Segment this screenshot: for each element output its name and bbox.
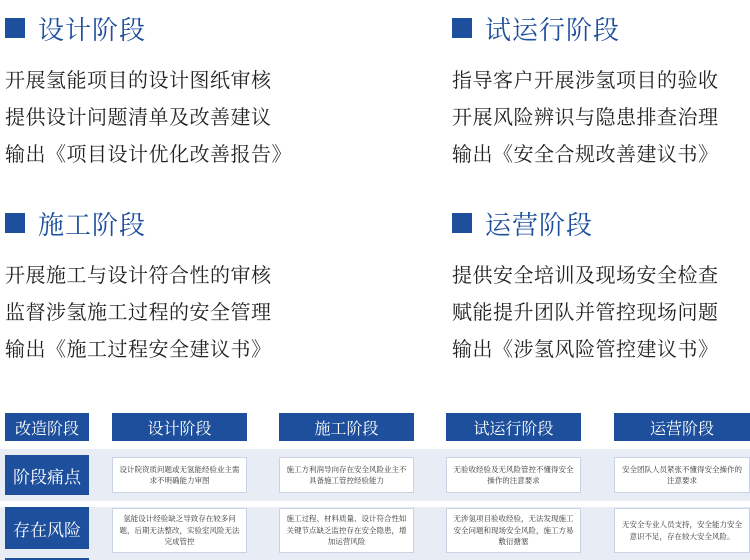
stage-title: 试运行阶段	[485, 15, 621, 46]
table-cell: 施工过程、材料质量、设计符合性如关键节点缺乏监控存在安全隐患，增加运营风险	[279, 508, 414, 553]
stage-line: 输出《安全合规改善建议书》	[452, 142, 719, 166]
stage-line: 赋能提升团队并管控现场问题	[452, 300, 719, 324]
stage-line: 提供安全培训及现场安全检查	[452, 263, 719, 287]
table-header: 施工阶段	[279, 413, 414, 441]
table-cell: 无安全专业人员支持，安全能力安全意识不足，存在较大安全风险。	[614, 508, 750, 553]
stage-line: 输出《涉氢风险管控建议书》	[452, 337, 719, 361]
stage-heading	[5, 8, 292, 48]
table-header: 运营阶段	[614, 413, 750, 441]
stage-line: 指导客户开展涉氢项目的验收	[452, 68, 719, 92]
stage-line: 开展风险辨识与隐患排查治理	[452, 105, 719, 129]
table-header: 设计阶段	[112, 413, 247, 441]
table-cell: 设计院资质问题或无氢能经验业主需求不明确能力审图	[112, 457, 247, 493]
stage-title: 施工阶段	[38, 210, 147, 241]
table-header: 试运行阶段	[446, 413, 581, 441]
stage-design	[5, 8, 292, 173]
stage-line: 监督涉氢施工过程的安全管理	[5, 300, 272, 324]
stage-heading	[452, 203, 719, 243]
stage-title: 运营阶段	[485, 210, 594, 241]
square-bullet-icon	[5, 18, 25, 38]
table-cell: 无涉氢项目验收经验，无法发现施工安全问题和现场安全风险，施工方易敷衍搪塞	[446, 508, 581, 553]
table-cell: 无验收经验及无风险管控不懂得安全操作的注意要求	[446, 457, 581, 493]
stage-operation	[452, 203, 719, 368]
table-cell: 施工方利润导向存在安全风险业主不具备施工管控经验能力	[279, 457, 414, 493]
row-label: 阶段痛点	[5, 455, 89, 495]
stage-line: 开展施工与设计符合性的审核	[5, 263, 272, 287]
stage-construction	[5, 203, 272, 368]
table-header: 改造阶段	[5, 413, 89, 441]
stage-heading	[5, 203, 272, 243]
stage-comparison-table	[0, 413, 750, 560]
row-label: 存在风险	[5, 507, 89, 549]
table-cell: 安全团队人员紧张不懂得安全操作的注意要求	[614, 457, 750, 493]
table-cell: 氢能设计经验缺乏导致存在较多问题，后期无法整改，实验室风险无法完成管控	[112, 508, 247, 553]
stage-heading	[452, 8, 719, 48]
stage-line: 开展氢能项目的设计图纸审核	[5, 68, 272, 92]
stage-line: 提供设计问题清单及改善建议	[5, 105, 272, 129]
stage-line: 输出《项目设计优化改善报告》	[5, 142, 292, 166]
stage-title: 设计阶段	[38, 15, 147, 46]
square-bullet-icon	[452, 213, 472, 233]
stage-line: 输出《施工过程安全建议书》	[5, 337, 272, 361]
square-bullet-icon	[5, 213, 25, 233]
square-bullet-icon	[452, 18, 472, 38]
stage-trial-operation	[452, 8, 719, 173]
